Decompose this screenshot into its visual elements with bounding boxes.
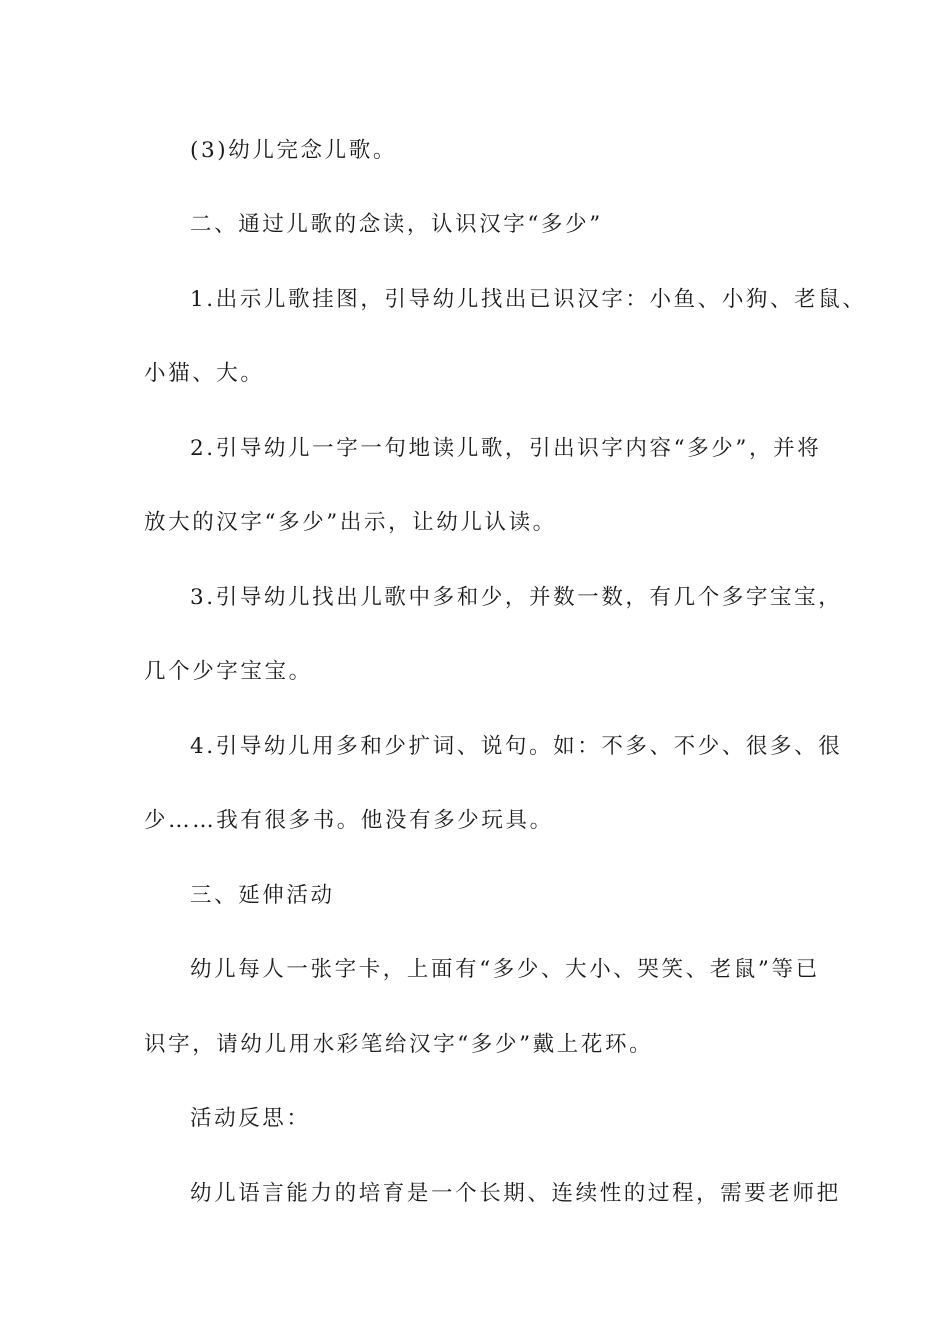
item-3-line-1: 3.引导幼儿找出儿歌中多和少，并数一数，有几个多字宝宝，: [190, 585, 843, 610]
section-2-heading: 二、通过儿歌的念读，认识汉字“多少”: [190, 212, 603, 237]
item-4-line-2: 少……我有很多书。他没有多少玩具。: [144, 808, 554, 833]
item-4-line-1: 4.引导幼儿用多和少扩词、说句。如：不多、不少、很多、很: [190, 734, 843, 759]
item-2-line-2: 放大的汉字“多少”出示，让幼儿认读。: [144, 510, 557, 535]
item-1-line-1: 1.出示儿歌挂图，引导幼儿找出已识汉字：小鱼、小狗、老鼠、: [190, 287, 867, 312]
step-3-line: (3)幼儿完念儿歌。: [190, 138, 397, 163]
item-3-line-2: 几个少字宝宝。: [144, 659, 313, 684]
item-2-line-1: 2.引导幼儿一字一句地读儿歌，引出识字内容“多少”，并将: [190, 436, 822, 461]
section-3-heading: 三、延伸活动: [190, 883, 335, 908]
item-1-line-2: 小猫、大。: [144, 361, 265, 386]
extension-line-1: 幼儿每人一张字卡，上面有“多少、大小、哭笑、老鼠”等已: [190, 957, 820, 982]
extension-line-2: 识字，请幼儿用水彩笔给汉字“多少”戴上花环。: [144, 1032, 654, 1057]
reflection-line-1: 幼儿语言能力的培育是一个长期、连续性的过程，需要老师把: [190, 1181, 841, 1206]
reflection-heading: 活动反思：: [190, 1106, 311, 1131]
